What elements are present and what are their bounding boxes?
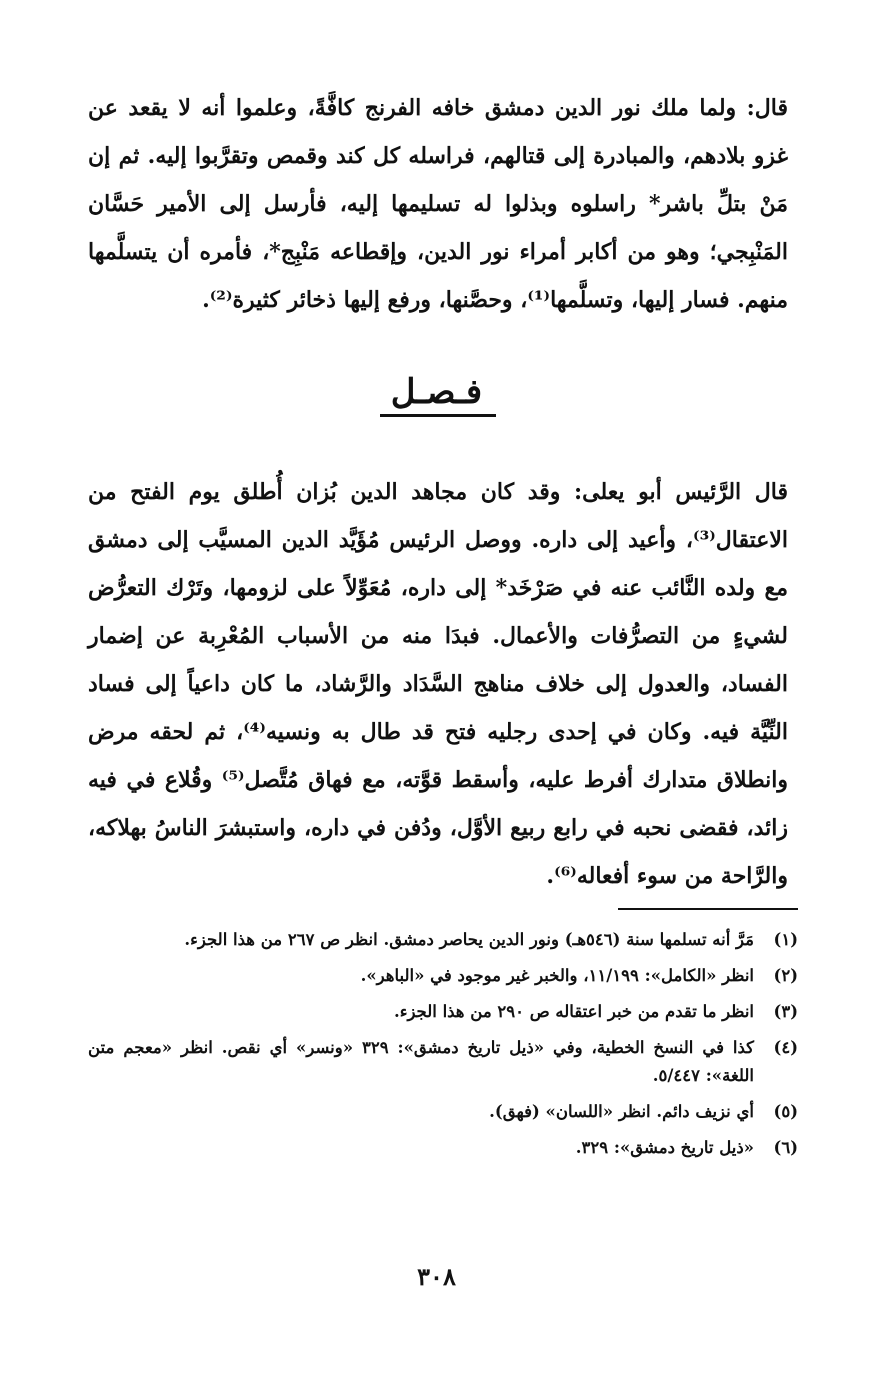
footnote-separator bbox=[618, 908, 798, 910]
footnote-text: كذا في النسخ الخطية، وفي «ذيل تاريخ دمشق»: ٣٢٩ «ونسر» أي نقص. انظر «معجم متن اللغة»: ٥/٤٤٧. bbox=[88, 1038, 754, 1085]
footnote-1 bbox=[88, 926, 798, 954]
footnote-text: مَرَّ أنه تسلمها سنة (٥٤٦هـ) ونور الدين يحاصر دمشق. انظر ص ٢٦٧ من هذا الجزء. bbox=[184, 930, 754, 949]
footnote-5 bbox=[88, 1098, 798, 1126]
footnote-number: (٥) bbox=[773, 1102, 798, 1121]
paragraph-second: قال الرَّئيس أبو يعلى: وقد كان مجاهد الدين بُزان أُطلق يوم الفتح من الاعتقال⁽³⁾، وأعيد إلى داره. ووصل الرئيس مُؤَيَّد الدين المسيَّب إلى دمشق مع ولده النَّائب عنه في صَرْخَد* إلى داره، مُعَوِّلاً على لزومها، وتَرْك التعرُّض لشيءٍ من التصرُّفات والأعمال. فبدَا منه من الأسباب المُعْرِبة عن إضمار الفساد، والعدول إلى خلاف مناهج السَّدَاد والرَّشاد، ما كان داعياً إلى فساد النِّيَّة فيه. وكان في إحدى رجليه فتح قد طال به ونسيه⁽⁴⁾، ثم لحقه مرض وانطلاق متدارك أفرط عليه، وأسقط قوَّته، مع فهاق مُتَّصل⁽⁵⁾ وقُلاع في فيه زائد، فقضى نحبه في رابع ربيع الأوَّل، ودُفن في داره، واستبشرَ الناسُ بهلاكه، والرَّاحة من سوء أفعاله⁽⁶⁾. bbox=[88, 479, 788, 889]
footnote-6 bbox=[88, 1134, 798, 1162]
footnote-number: (٤) bbox=[773, 1038, 798, 1057]
footnote-number: (٣) bbox=[773, 1002, 798, 1021]
footnote-3 bbox=[88, 998, 798, 1026]
footnote-2 bbox=[88, 962, 798, 990]
footnote-number: (٢) bbox=[773, 966, 798, 985]
footnote-4 bbox=[88, 1034, 798, 1090]
footnote-text: انظر ما تقدم من خبر اعتقاله ص ٢٩٠ من هذا الجزء. bbox=[393, 1002, 754, 1021]
page-number: ٣٠٨ bbox=[417, 1262, 456, 1291]
footnote-number: (١) bbox=[773, 930, 798, 949]
footnotes bbox=[88, 926, 798, 1170]
section-heading: فـصـل bbox=[390, 372, 483, 412]
footnote-text: انظر «الكامل»: ١١/١٩٩، والخبر غير موجود في «الباهر». bbox=[360, 966, 754, 985]
footnote-text: أي نزيف دائم. انظر «اللسان» (فهق). bbox=[489, 1102, 754, 1121]
section-heading-underline bbox=[380, 414, 496, 417]
footnote-text: «ذيل تاريخ دمشق»: ٣٢٩. bbox=[575, 1138, 754, 1157]
footnote-number: (٦) bbox=[773, 1138, 798, 1157]
paragraph-first: قال: ولما ملك نور الدين دمشق خافه الفرنج كافَّةً، وعلموا أنه لا يقعد عن غزو بلادهم، والمبادرة إلى قتالهم، فراسله كل كند وقمص وتقرَّبوا إليه. ثم إن مَنْ بتلِّ باشر* راسلوه وبذلوا له تسليمها إليه، فأرسل إلى الأمير حَسَّان المَنْبِجي؛ وهو من أكابر أمراء نور الدين، وإقطاعه مَنْبِج*، فأمره أن يتسلَّمها منهم. فسار إليها، وتسلَّمها⁽¹⁾، وحصَّنها، ورفع إليها ذخائر كثيرة⁽²⁾. bbox=[88, 95, 788, 313]
